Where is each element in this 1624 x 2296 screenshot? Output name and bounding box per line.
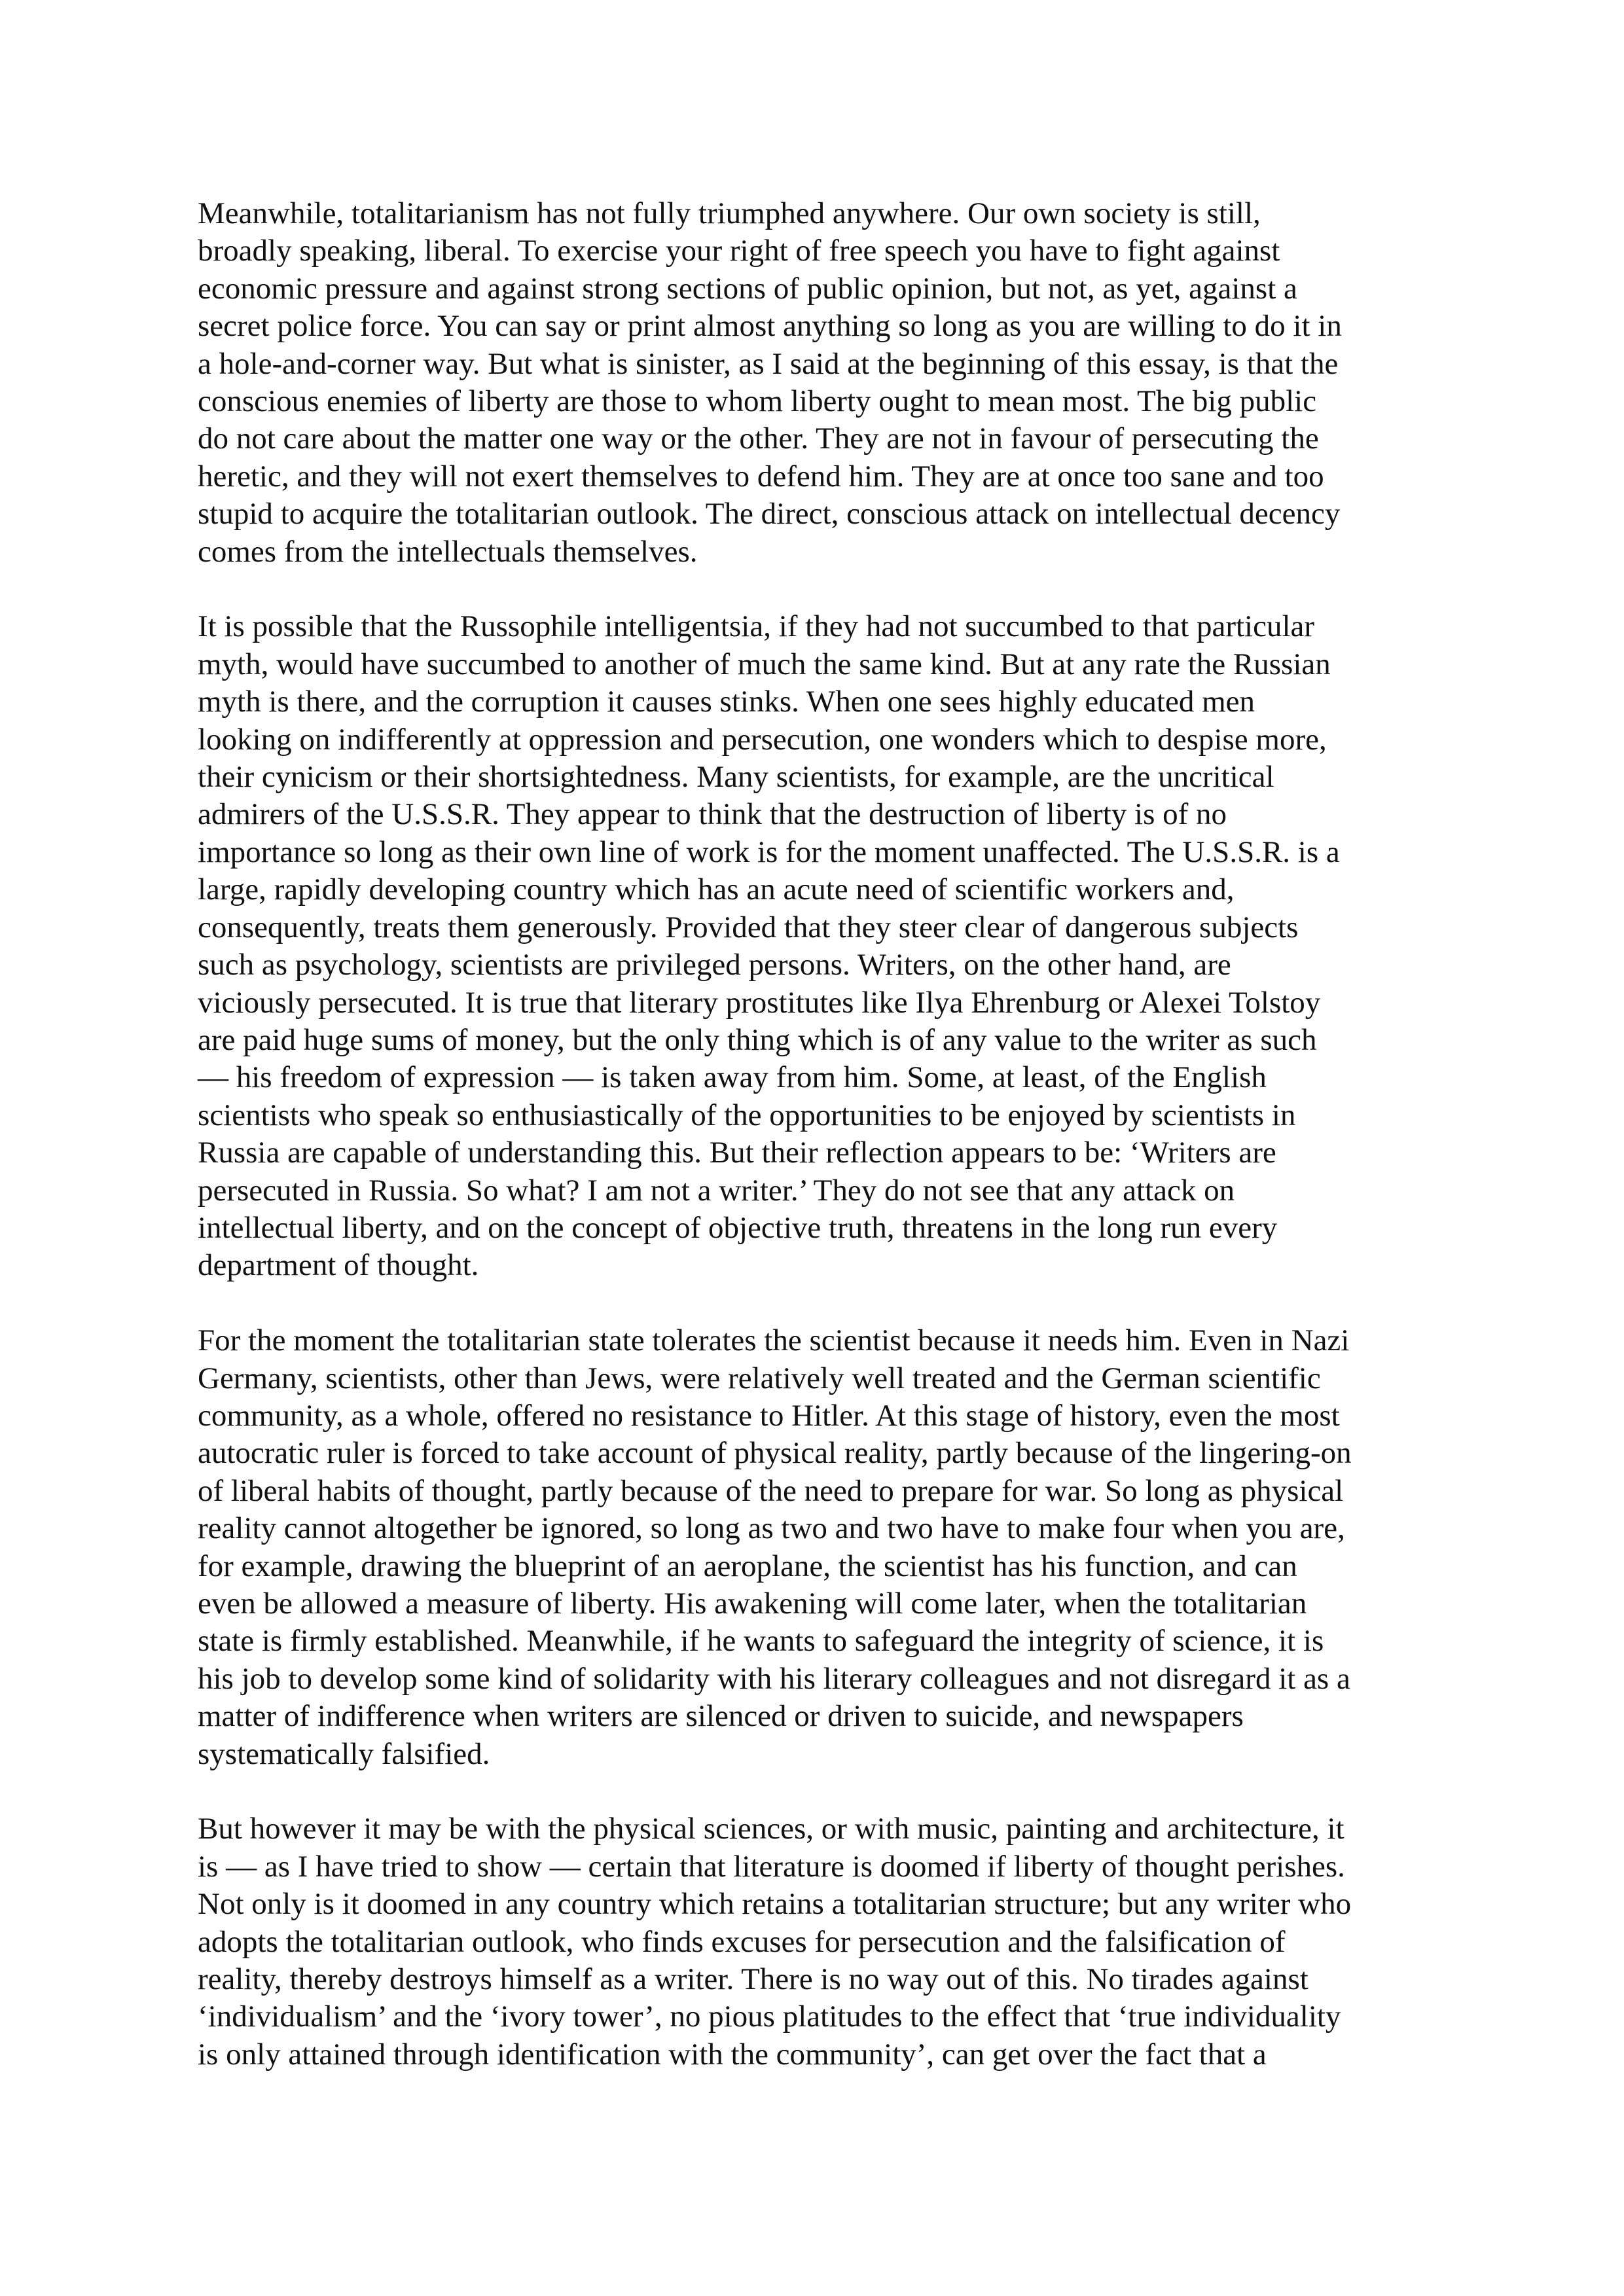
text-line: ‘individualism’ and the ‘ivory tower’, no pious platitudes to the effect that ‘true individuality <box>198 2000 1341 2034</box>
text-line: consequently, treats them generously. Provided that they steer clear of dangerous subjects <box>198 910 1299 944</box>
text-line: reality cannot altogether be ignored, so long as two and two have to make four when you are, <box>198 1511 1345 1546</box>
text-line: Not only is it doomed in any country which retains a totalitarian structure; but any writer who <box>198 1887 1352 1922</box>
text-line: Meanwhile, totalitarianism has not fully triumphed anywhere. Our own society is still, <box>198 196 1261 230</box>
text-line: looking on indifferently at oppression and persecution, one wonders which to despise more, <box>198 722 1327 757</box>
text-line: Russia are capable of understanding this. But their reflection appears to be: ‘Writers are <box>198 1136 1276 1170</box>
text-line: myth, would have succumbed to another of much the same kind. But at any rate the Russian <box>198 647 1331 681</box>
text-line: even be allowed a measure of liberty. His awakening will come later, when the totalitarian <box>198 1587 1307 1621</box>
text-line: their cynicism or their shortsightedness. Many scientists, for example, are the uncritical <box>198 760 1274 795</box>
text-line: a hole-and-corner way. But what is sinister, as I said at the beginning of this essay, is that the <box>198 346 1339 381</box>
text-line: matter of indifference when writers are silenced or driven to suicide, and newspapers <box>198 1699 1244 1734</box>
text-line: adopts the totalitarian outlook, who finds excuses for persecution and the falsification of <box>198 1924 1286 1959</box>
text-line: secret police force. You can say or print almost anything so long as you are willing to do it in <box>198 309 1342 344</box>
text-line: viciously persecuted. It is true that literary prostitutes like Ilya Ehrenburg or Alexei Tolstoy <box>198 985 1321 1020</box>
text-line: reality, thereby destroys himself as a writer. There is no way out of this. No tirades against <box>198 1962 1308 1997</box>
text-line: scientists who speak so enthusiastically of the opportunities to be enjoyed by scientists in <box>198 1098 1296 1132</box>
text-line: large, rapidly developing country which has an acute need of scientific workers and, <box>198 872 1235 907</box>
text-line: admirers of the U.S.S.R. They appear to think that the destruction of liberty is of no <box>198 797 1227 832</box>
text-line: do not care about the matter one way or the other. They are not in favour of persecuting the <box>198 422 1319 456</box>
paragraph-2 <box>198 608 1441 1284</box>
text-line: state is firmly established. Meanwhile, if he wants to safeguard the integrity of science, it is <box>198 1624 1324 1659</box>
text-line: intellectual liberty, and on the concept of objective truth, threatens in the long run every <box>198 1210 1278 1245</box>
text-line: community, as a whole, offered no resistance to Hitler. At this stage of history, even the most <box>198 1398 1340 1433</box>
paragraph-3 <box>198 1322 1441 1773</box>
text-line: is — as I have tried to show — certain that literature is doomed if liberty of thought perishes. <box>198 1849 1345 1884</box>
text-line: department of thought. <box>198 1248 479 1283</box>
text-line: such as psychology, scientists are privileged persons. Writers, on the other hand, are <box>198 948 1231 982</box>
text-line: Germany, scientists, other than Jews, were relatively well treated and the German scientific <box>198 1361 1321 1395</box>
text-line: importance so long as their own line of work is for the moment unaffected. The U.S.S.R. is a <box>198 834 1340 869</box>
text-line: is only attained through identification with the community’, can get over the fact that a <box>198 2037 1267 2072</box>
text-line: of liberal habits of thought, partly because of the need to prepare for war. So long as physical <box>198 1473 1344 1508</box>
paragraph-1 <box>198 195 1441 571</box>
text-line: autocratic ruler is forced to take account of physical reality, partly because of the lingering-on <box>198 1436 1352 1471</box>
text-line: But however it may be with the physical sciences, or with music, painting and architecture, it <box>198 1812 1344 1846</box>
essay-body <box>198 195 1441 2111</box>
text-line: economic pressure and against strong sections of public opinion, but not, as yet, against a <box>198 271 1297 306</box>
text-line: his job to develop some kind of solidarity with his literary colleagues and not disregard it as a <box>198 1661 1350 1696</box>
text-line: conscious enemies of liberty are those to whom liberty ought to mean most. The big public <box>198 384 1317 419</box>
paragraph-4 <box>198 1810 1441 2073</box>
text-line: — his freedom of expression — is taken away from him. Some, at least, of the English <box>198 1060 1267 1095</box>
text-line: for example, drawing the blueprint of an aeroplane, the scientist has his function, and can <box>198 1549 1297 1583</box>
text-line: are paid huge sums of money, but the only thing which is of any value to the writer as such <box>198 1022 1317 1057</box>
text-line: myth is there, and the corruption it causes stinks. When one sees highly educated men <box>198 685 1255 719</box>
text-line: comes from the intellectuals themselves. <box>198 534 698 569</box>
text-line: systematically falsified. <box>198 1736 490 1771</box>
text-line: It is possible that the Russophile intelligentsia, if they had not succumbed to that particular <box>198 609 1315 644</box>
text-line: stupid to acquire the totalitarian outlook. The direct, conscious attack on intellectual decency <box>198 497 1341 531</box>
text-line: heretic, and they will not exert themselves to defend him. They are at once too sane and too <box>198 459 1324 493</box>
text-line: persecuted in Russia. So what? I am not a writer.’ They do not see that any attack on <box>198 1173 1235 1208</box>
text-line: For the moment the totalitarian state tolerates the scientist because it needs him. Even in Nazi <box>198 1323 1350 1358</box>
text-line: broadly speaking, liberal. To exercise your right of free speech you have to fight against <box>198 234 1280 268</box>
